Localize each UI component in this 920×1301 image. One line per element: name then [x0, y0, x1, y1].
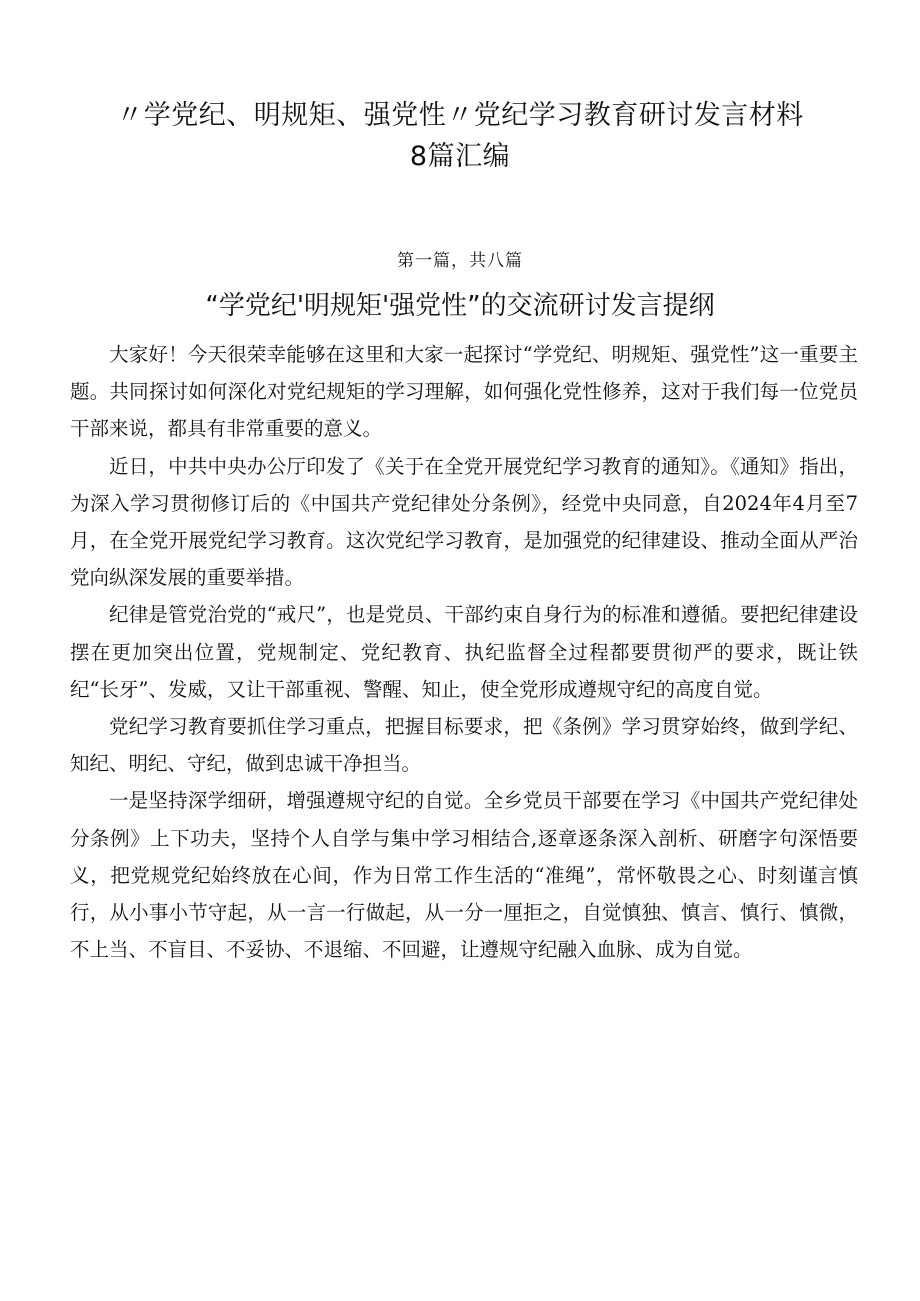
document-title: [70, 95, 850, 177]
paragraph: 纪律是管党治党的“戒尺”，也是党员、干部约束自身行为的标准和遵循。要把纪律建设摆在更加突出位置，党规制定、党纪教育、执纪监督全过程都要贯彻严的要求，既让铁纪“长牙”、发威，又让干部重视、警醒、知止，使全党形成遵规守纪的高度自觉。: [70, 603, 858, 701]
paragraph: 党纪学习教育要抓住学习重点，把握目标要求，把《条例》学习贯穿始终，做到学纪、知纪、明纪、守纪，做到忠诚干净担当。: [70, 715, 858, 776]
body-text: [70, 336, 858, 968]
section-index: 第一篇，共八篇: [397, 251, 523, 271]
document-title-line-2: 8篇汇编: [409, 141, 511, 172]
paragraph: 大家好！今天很荣幸能够在这里和大家一起探讨“学党纪、明规矩、强党性”这一重要主题。共同探讨如何深化对党纪规矩的学习理解，如何强化党性修养，这对于我们每一位党员干部来说，都具有非常重要的意义。: [70, 343, 858, 441]
document-title-line-1: 〃学党纪、明规矩、强党性〃党纪学习教育研讨发言材料: [116, 100, 804, 131]
paragraph: 近日，中共中央办公厅印发了《关于在全党开展党纪学习教育的通知》。《通知》指出，为深入学习贯彻修订后的《中国共产党纪律处分条例》，经党中央同意，自2024年4月至7月，在全党开展党纪学习教育。这次党纪学习教育，是加强党的纪律建设、推动全面从严治党向纵深发展的重要举措。: [70, 454, 858, 590]
section-title: “学党纪'明规矩'强党性”的交流研讨发言提纲: [205, 291, 715, 321]
paragraph: 一是坚持深学细研，增强遵规守纪的自觉。全乡党员干部要在学习《中国共产党纪律处分条例》上下功夫，坚持个人自学与集中学习相结合,逐章逐条深入剖析、研磨字句深悟要义，把党规党纪始终放在心间，作为日常工作生活的“准绳”，常怀敬畏之心、时刻谨言慎行，从小事小节守起，从一言一行做起，从一分一厘拒之，自觉慎独、慎言、慎行、慎微，不上当、不盲目、不妥协、不退缩、不回避，让遵规守纪融入血脉、成为自觉。: [70, 789, 858, 962]
